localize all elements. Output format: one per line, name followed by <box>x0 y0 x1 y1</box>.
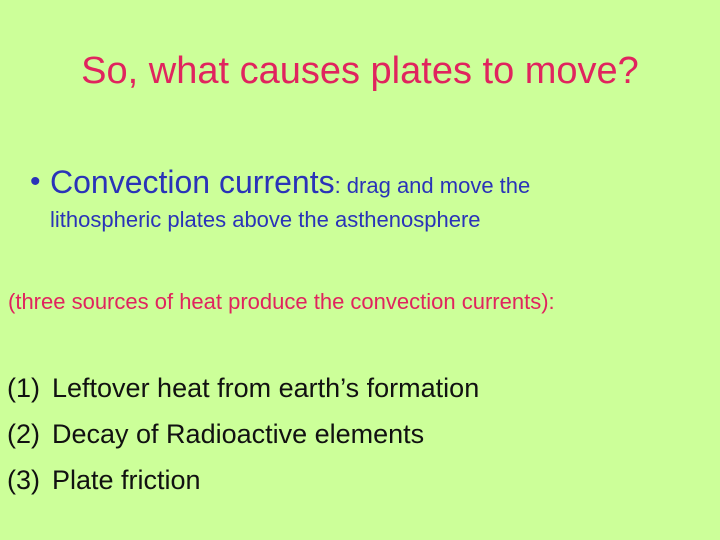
list-item-number: (1) <box>7 373 40 403</box>
bullet-description-continuation: lithospheric plates above the asthenosphere <box>50 207 481 232</box>
list-item-text: Plate friction <box>52 465 201 495</box>
bullet-description: : drag and move the <box>334 173 531 198</box>
list-item-text: Leftover heat from earth’s formation <box>52 373 480 403</box>
bullet-term: Convection currents <box>50 164 335 200</box>
list-item-number: (2) <box>7 419 40 449</box>
heat-sources-note: (three sources of heat produce the convection currents): <box>8 289 555 314</box>
bullet-text <box>50 162 530 206</box>
list-item-number: (3) <box>7 465 40 495</box>
bullet-icon: • <box>30 165 41 198</box>
slide-title: So, what causes plates to move? <box>81 50 639 92</box>
list-item-text: Decay of Radioactive elements <box>52 419 425 449</box>
